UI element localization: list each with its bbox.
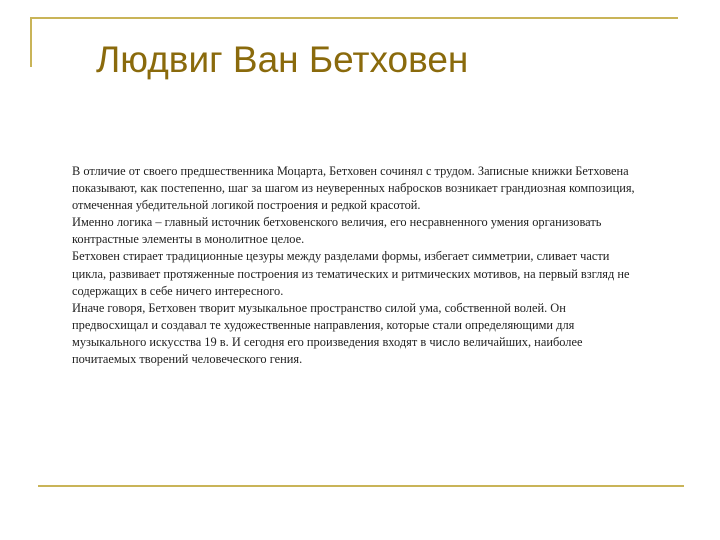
slide-title: Людвиг Ван Бетховен <box>96 39 469 80</box>
body-paragraph-4: Иначе говоря, Бетховен творит музыкальное пространство силой ума, собственной волей. Он предвосхищал и создавал те художественные направления, которые стали определяющими для музыкального искусства 19 в. И сегодня его произведения входят в число величайших, наиболее почитаемых творений человеческого гения. <box>72 300 583 367</box>
top-divider-line <box>30 17 678 19</box>
bottom-divider-line <box>38 485 684 487</box>
body-paragraph-2: Именно логика – главный источник бетховенского величия, его несравненного умения организовать контрастные элементы в монолитное целое. <box>72 215 602 247</box>
body-text <box>72 163 644 368</box>
left-divider-line <box>30 17 32 67</box>
body-paragraph-3: Бетховен стирает традиционные цезуры между разделами формы, избегает симметрии, сливает части цикла, развивает протяженные построения из тематических и ритмических мотивов, на первый взгляд не содержащих в себе ничего интересного. <box>72 249 630 298</box>
body-paragraph-1: В отличие от своего предшественника Моцарта, Бетховен сочинял с трудом. Записные книжки Бетховена показывают, как постепенно, шаг за шагом из неуверенных набросков возникает грандиозная композиция, отмеченная убедительной логикой построения и редкой красотой. <box>72 164 635 213</box>
